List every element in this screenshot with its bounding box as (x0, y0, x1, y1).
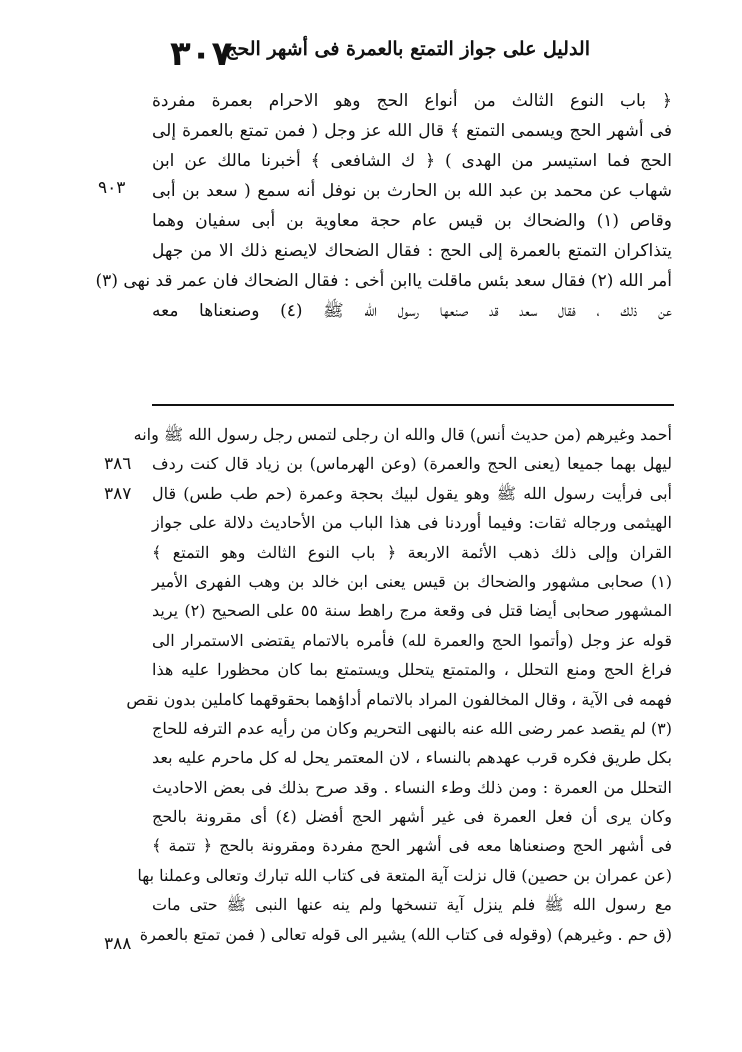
running-title: الدليل على جواز التمتع بالعمرة فى أشهر الحج (225, 38, 590, 60)
footnote-line: فى أشهر الحج وصنعناها معه فى أشهر الحج مفردة ومقرونة بالحج ﴿ تتمة ﴾ (152, 836, 672, 856)
footnote-line: (ق حم . وغيرهم) (وقوله فى كتاب الله) يشير الى قوله تعالى ( فمن تمتع بالعمرة (139, 924, 672, 944)
footnote-line: أبى فرأيت رسول الله ﷺ وهو يقول لبيك بحجة وعمرة (حم طب طس) قال (152, 483, 672, 503)
page-number: ٣٠٧ (170, 34, 233, 74)
footnote-divider (152, 404, 674, 406)
main-text-line: فى أشهر الحج ويسمى التمتع ﴾ قال الله عز وجل ( فمن تمتع بالعمرة إلى (152, 121, 672, 141)
footnote-line: وكان يرى أن فعل العمرة فى غير أشهر الحج أفضل (٤) أى مقرونة بالحج (152, 807, 673, 827)
margin-hadith-number: ٩٠٣ (98, 178, 126, 198)
footnote-line: أحمد وغيرهم (من حديث أنس) قال والله ان رجلى لتمس رجل رسول الله ﷺ وانه (133, 425, 672, 444)
footnote-line: فهمه فى الآية ، وقال المخالفون المراد بالاتمام أداؤهما بحقوقهما كاملين بدون نقص (126, 689, 672, 709)
footnote-line: التحلل من العمرة : ومن ذلك وطء النساء . وقد صرح بذلك فى بعض الاحاديث (152, 777, 672, 797)
footnotes (126, 420, 673, 949)
main-text-line: وقاص (١) والضحاك بن قيس عام حجة معاوية بن أبى سفيان وهما (152, 211, 672, 231)
footnote-line: ليهل بهما جميعا (يعنى الحج والعمرة) (وعن الهرماس) بن زياد قال كنت ردف (152, 454, 672, 474)
main-text-line: عن ذلك ، فقال سعد قد صنعها رسول الله ﷺ (٤) وصنعناها معه (152, 301, 672, 321)
main-text-line: شهاب عن محمد بن عبد الله بن الحارث بن نوفل أنه سمع ( سعد بن أبى (152, 181, 672, 201)
margin-hadith-number: ٣٨٧ (104, 484, 132, 504)
footnote-line: بكل طريق فكره قرب عهدهم بالنساء ، لان المعتمر يحل له كل ماحرم عليه بعد (152, 748, 672, 768)
footnote-line: (عن عمران بن حصين) قال نزلت آية المتعة فى كتاب الله تبارك وتعالى وعملنا بها (137, 865, 672, 885)
footnote-line: المشهور صحابى أيضا قتل فى وقعة مرج راهط سنة ٥٥ على الصحيح (٢) يريد (152, 601, 673, 621)
footnote-line: (١) صحابى مشهور والضحاك بن قيس يعنى ابن خالد بن وهب الفهرى الأمير (152, 571, 672, 591)
main-text-line: أمر الله (٢) فقال سعد بئس ماقلت ياابن أخى : فقال الضحاك فان عمر قد نهى (٣) (95, 271, 672, 291)
main-text-line: ﴿ باب النوع الثالث من أنواع الحج وهو الاحرام بعمرة مفردة (152, 91, 672, 111)
footnote-line: فراغ الحج ومنع التحلل ، والمتمتع يتحلل ويستمتع بما كان محظورا عليه هذا (152, 660, 672, 680)
margin-hadith-number: ٣٨٨ (104, 934, 132, 954)
page-header (170, 34, 590, 74)
main-text-line: الحج فما استيسر من الهدى ) ﴿ ك الشافعى ﴾ أخبرنا مالك عن ابن (152, 151, 672, 171)
footnote-line: الهيثمى ورجاله ثقات: وفيما أوردنا فى هذا الباب من الأحاديث دلالة على جواز (152, 513, 672, 533)
footnote-line: قوله عز وجل (وأتموا الحج والعمرة لله) فأمره بالاتمام يقتضى الاستمرار الى (152, 630, 673, 650)
footnote-line: مع رسول الله ﷺ فلم ينزل آية تنسخها ولم ينه عنها النبى ﷺ حتى مات (152, 895, 672, 915)
footnote-line: القران وإلى ذلك ذهب الأئمة الاربعة ﴿ باب النوع الثالث وهو التمتع ﴾ (152, 542, 672, 562)
main-text-line: يتذاكران التمتع بالعمرة إلى الحج : فقال الضحاك لايصنع ذلك الا من جهل (152, 241, 672, 261)
margin-hadith-number: ٣٨٦ (104, 454, 132, 474)
footnote-line: (٣) لم يقصد عمر رضى الله عنه بالنهى التحريم وكان من رأيه عدم الترفه للحاج (152, 718, 672, 738)
